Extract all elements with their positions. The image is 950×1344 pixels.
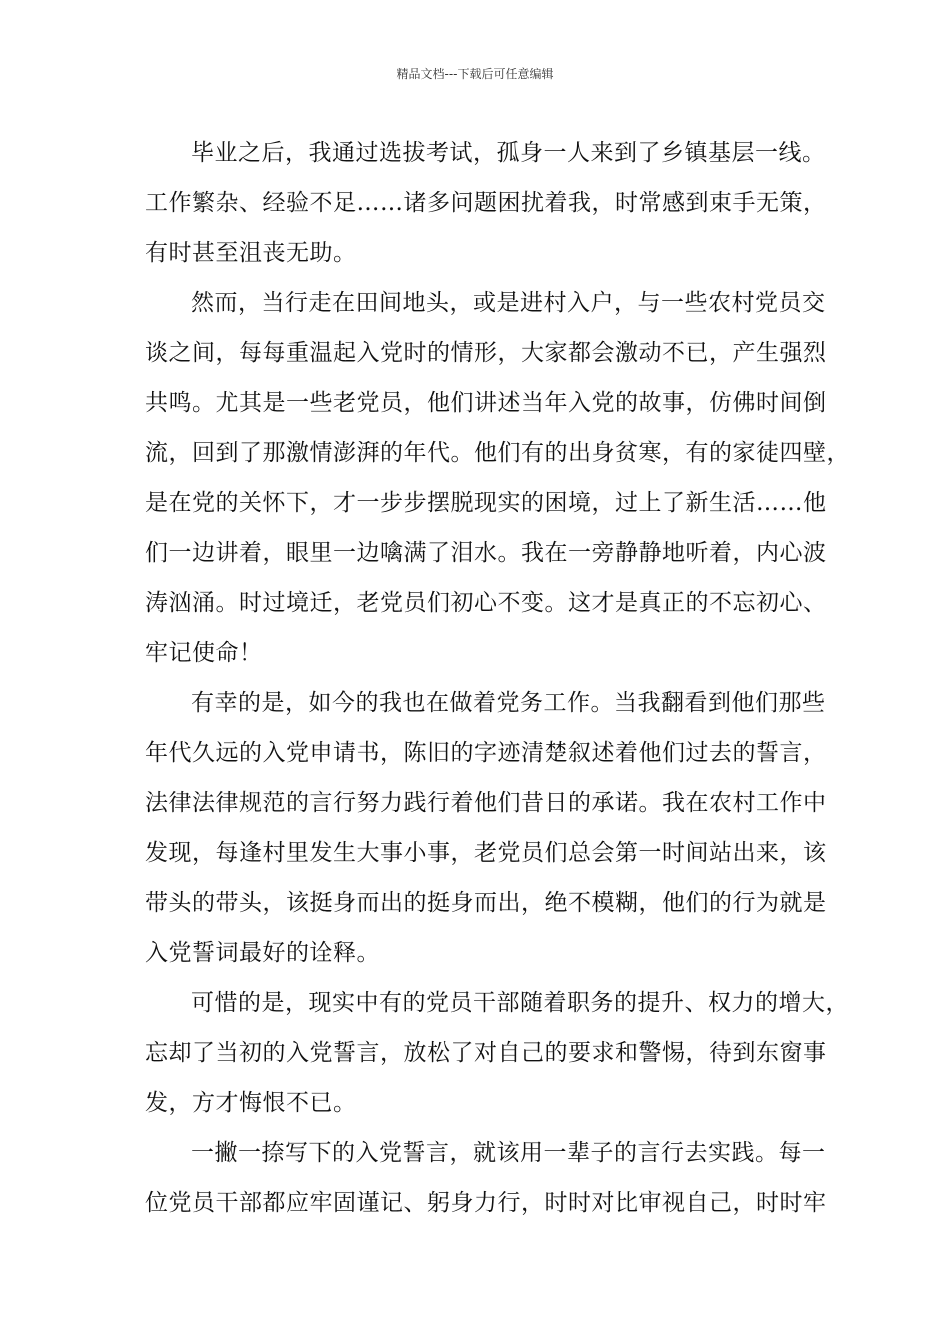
text-line: 然而，当行走在田间地头，或是进村入户，与一些农村党员交 [191,290,826,316]
paragraph [145,278,850,678]
text-line: 共鸣。尤其是一些老党员，他们讲述当年入党的故事，仿佛时间倒 [145,390,827,416]
text-line: 发现，每逢村里发生大事小事，老党员们总会第一时间站出来，该 [145,840,827,866]
text-line: 有幸的是，如今的我也在做着党务工作。当我翻看到他们那些 [191,690,826,716]
text-line: 可惜的是，现实中有的党员干部随着职务的提升、权力的增大， [191,990,849,1016]
paragraph [145,1128,827,1228]
document-body [145,128,850,1228]
text-line: 带头的带头，该挺身而出的挺身而出，绝不模糊，他们的行为就是 [145,890,827,916]
text-line: 牢记使命！ [145,640,263,666]
text-line: 流，回到了那激情澎湃的年代。他们有的出身贫寒，有的家徒四壁， [145,440,850,466]
text-line: 年代久远的入党申请书，陈旧的字迹清楚叙述着他们过去的誓言， [145,740,827,766]
text-line: 谈之间，每每重温起入党时的情形，大家都会激动不已，产生强烈 [145,340,827,366]
text-line: 毕业之后，我通过选拔考试，孤身一人来到了乡镇基层一线。 [191,140,826,166]
paragraph [145,978,849,1128]
paragraph [145,128,827,278]
text-line: 们一边讲着，眼里一边噙满了泪水。我在一旁静静地听着，内心波 [145,540,827,566]
text-line: 有时甚至沮丧无助。 [145,240,357,266]
paragraph [145,678,827,978]
text-line: 发，方才悔恨不已。 [145,1090,357,1116]
text-line: 位党员干部都应牢固谨记、躬身力行，时时对比审视自己，时时牢 [145,1190,827,1216]
text-line: 涛汹涌。时过境迁，老党员们初心不变。这才是真正的不忘初心、 [145,590,827,616]
text-line: 是在党的关怀下，才一步步摆脱现实的困境，过上了新生活……他 [145,490,827,516]
text-line: 忘却了当初的入党誓言，放松了对自己的要求和警惕，待到东窗事 [145,1040,827,1066]
text-line: 工作繁杂、经验不足……诸多问题困扰着我，时常感到束手无策， [145,190,827,216]
text-line: 法律法律规范的言行努力践行着他们昔日的承诺。我在农村工作中 [145,790,827,816]
text-line: 入党誓词最好的诠释。 [145,940,380,966]
text-line: 一撇一捺写下的入党誓言，就该用一辈子的言行去实践。每一 [191,1140,826,1166]
page-header: 精品文档---下载后可任意编辑 [396,67,554,81]
